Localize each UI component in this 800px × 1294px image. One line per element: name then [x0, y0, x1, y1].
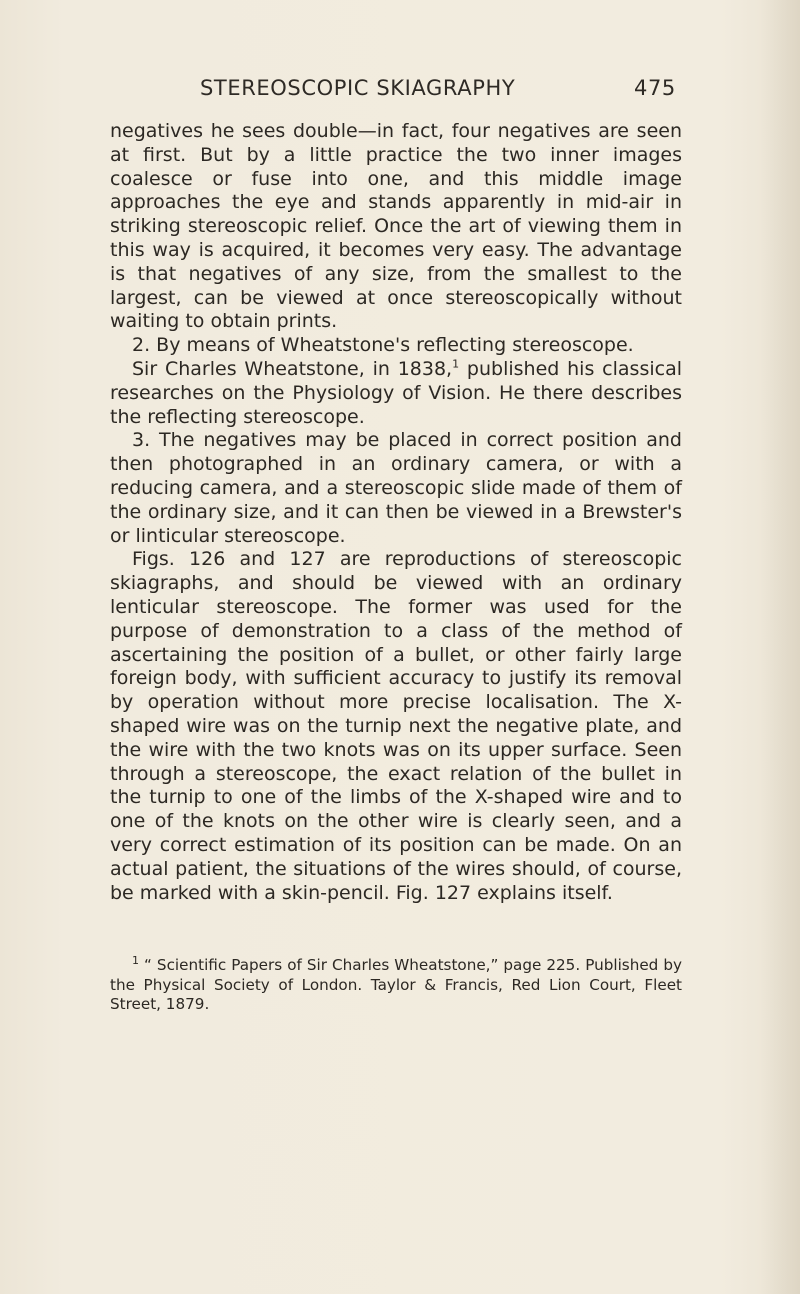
paragraph-method-2: 2. By means of Wheatstone's reflecting stereoscope. [132, 334, 634, 357]
paragraph-figures: Figs. 126 and 127 are reproductions of stereoscopic skiagraphs, and should be viewed with an ordinary lenticular stereoscope. The former was used for the purpose of demonstration to a class of the method of ascertaining the position of a bullet, or other fairly large foreign body, with sufficient accuracy to justify its removal by operation without more precise localisation. The X-shaped wire was on the turnip next the negative plate, and the wire with the two knots was on its upper surface. Seen through a stereoscope, the exact relation of the bullet in the turnip to one of the limbs of the X-shaped wire and to one of the knots on the other wire is clearly seen, and a very correct estimation of its position can be made. On an actual patient, the situations of the wires should, of course, be marked with a skin-pencil. Fig. 127 explains itself. [110, 548, 682, 904]
footnote-marker: 1 [132, 953, 139, 967]
paragraph-wheatstone [110, 358, 682, 429]
paragraph-method-3: 3. The negatives may be placed in correct position and then photographed in an ordinary camera, or with a reducing camera, and a stereoscopic slide made of them of the ordinary size, and it can then be viewed in a Brewster's or linticular stereoscope. [110, 429, 682, 547]
page-edge-shadow [760, 0, 800, 1294]
page-number: 475 [634, 76, 676, 100]
body-text [110, 120, 682, 905]
running-head [200, 76, 680, 106]
paragraph-wheatstone-start: Sir Charles Wheatstone, in 1838, [132, 357, 453, 380]
footnote [110, 953, 682, 1015]
footnote-reference: 1 [452, 357, 460, 371]
footnote-body: “ Scientific Papers of Sir Charles Wheatstone,” page 225. Published by the Physical Society of London. Taylor & Francis, Red Lion Court, Fleet Street, 1879. [110, 956, 682, 1013]
footnote-text [110, 953, 682, 1015]
paragraph-wheatstone-end: published his classical researches on the Physiology of Vision. He there describes the reflecting stereoscope. [110, 357, 682, 428]
running-title: STEREOSCOPIC SKIAGRAPHY [200, 76, 516, 100]
paragraph-continuation: negatives he sees double—in fact, four negatives are seen at first. But by a little practice the two inner images coalesce or fuse into one, and this middle image approaches the eye and stands apparently in mid-air in striking stereoscopic relief. Once the art of viewing them in this way is acquired, it becomes very easy. The advantage is that negatives of any size, from the smallest to the largest, can be viewed at once stereoscopically without waiting to obtain prints. [110, 120, 682, 333]
